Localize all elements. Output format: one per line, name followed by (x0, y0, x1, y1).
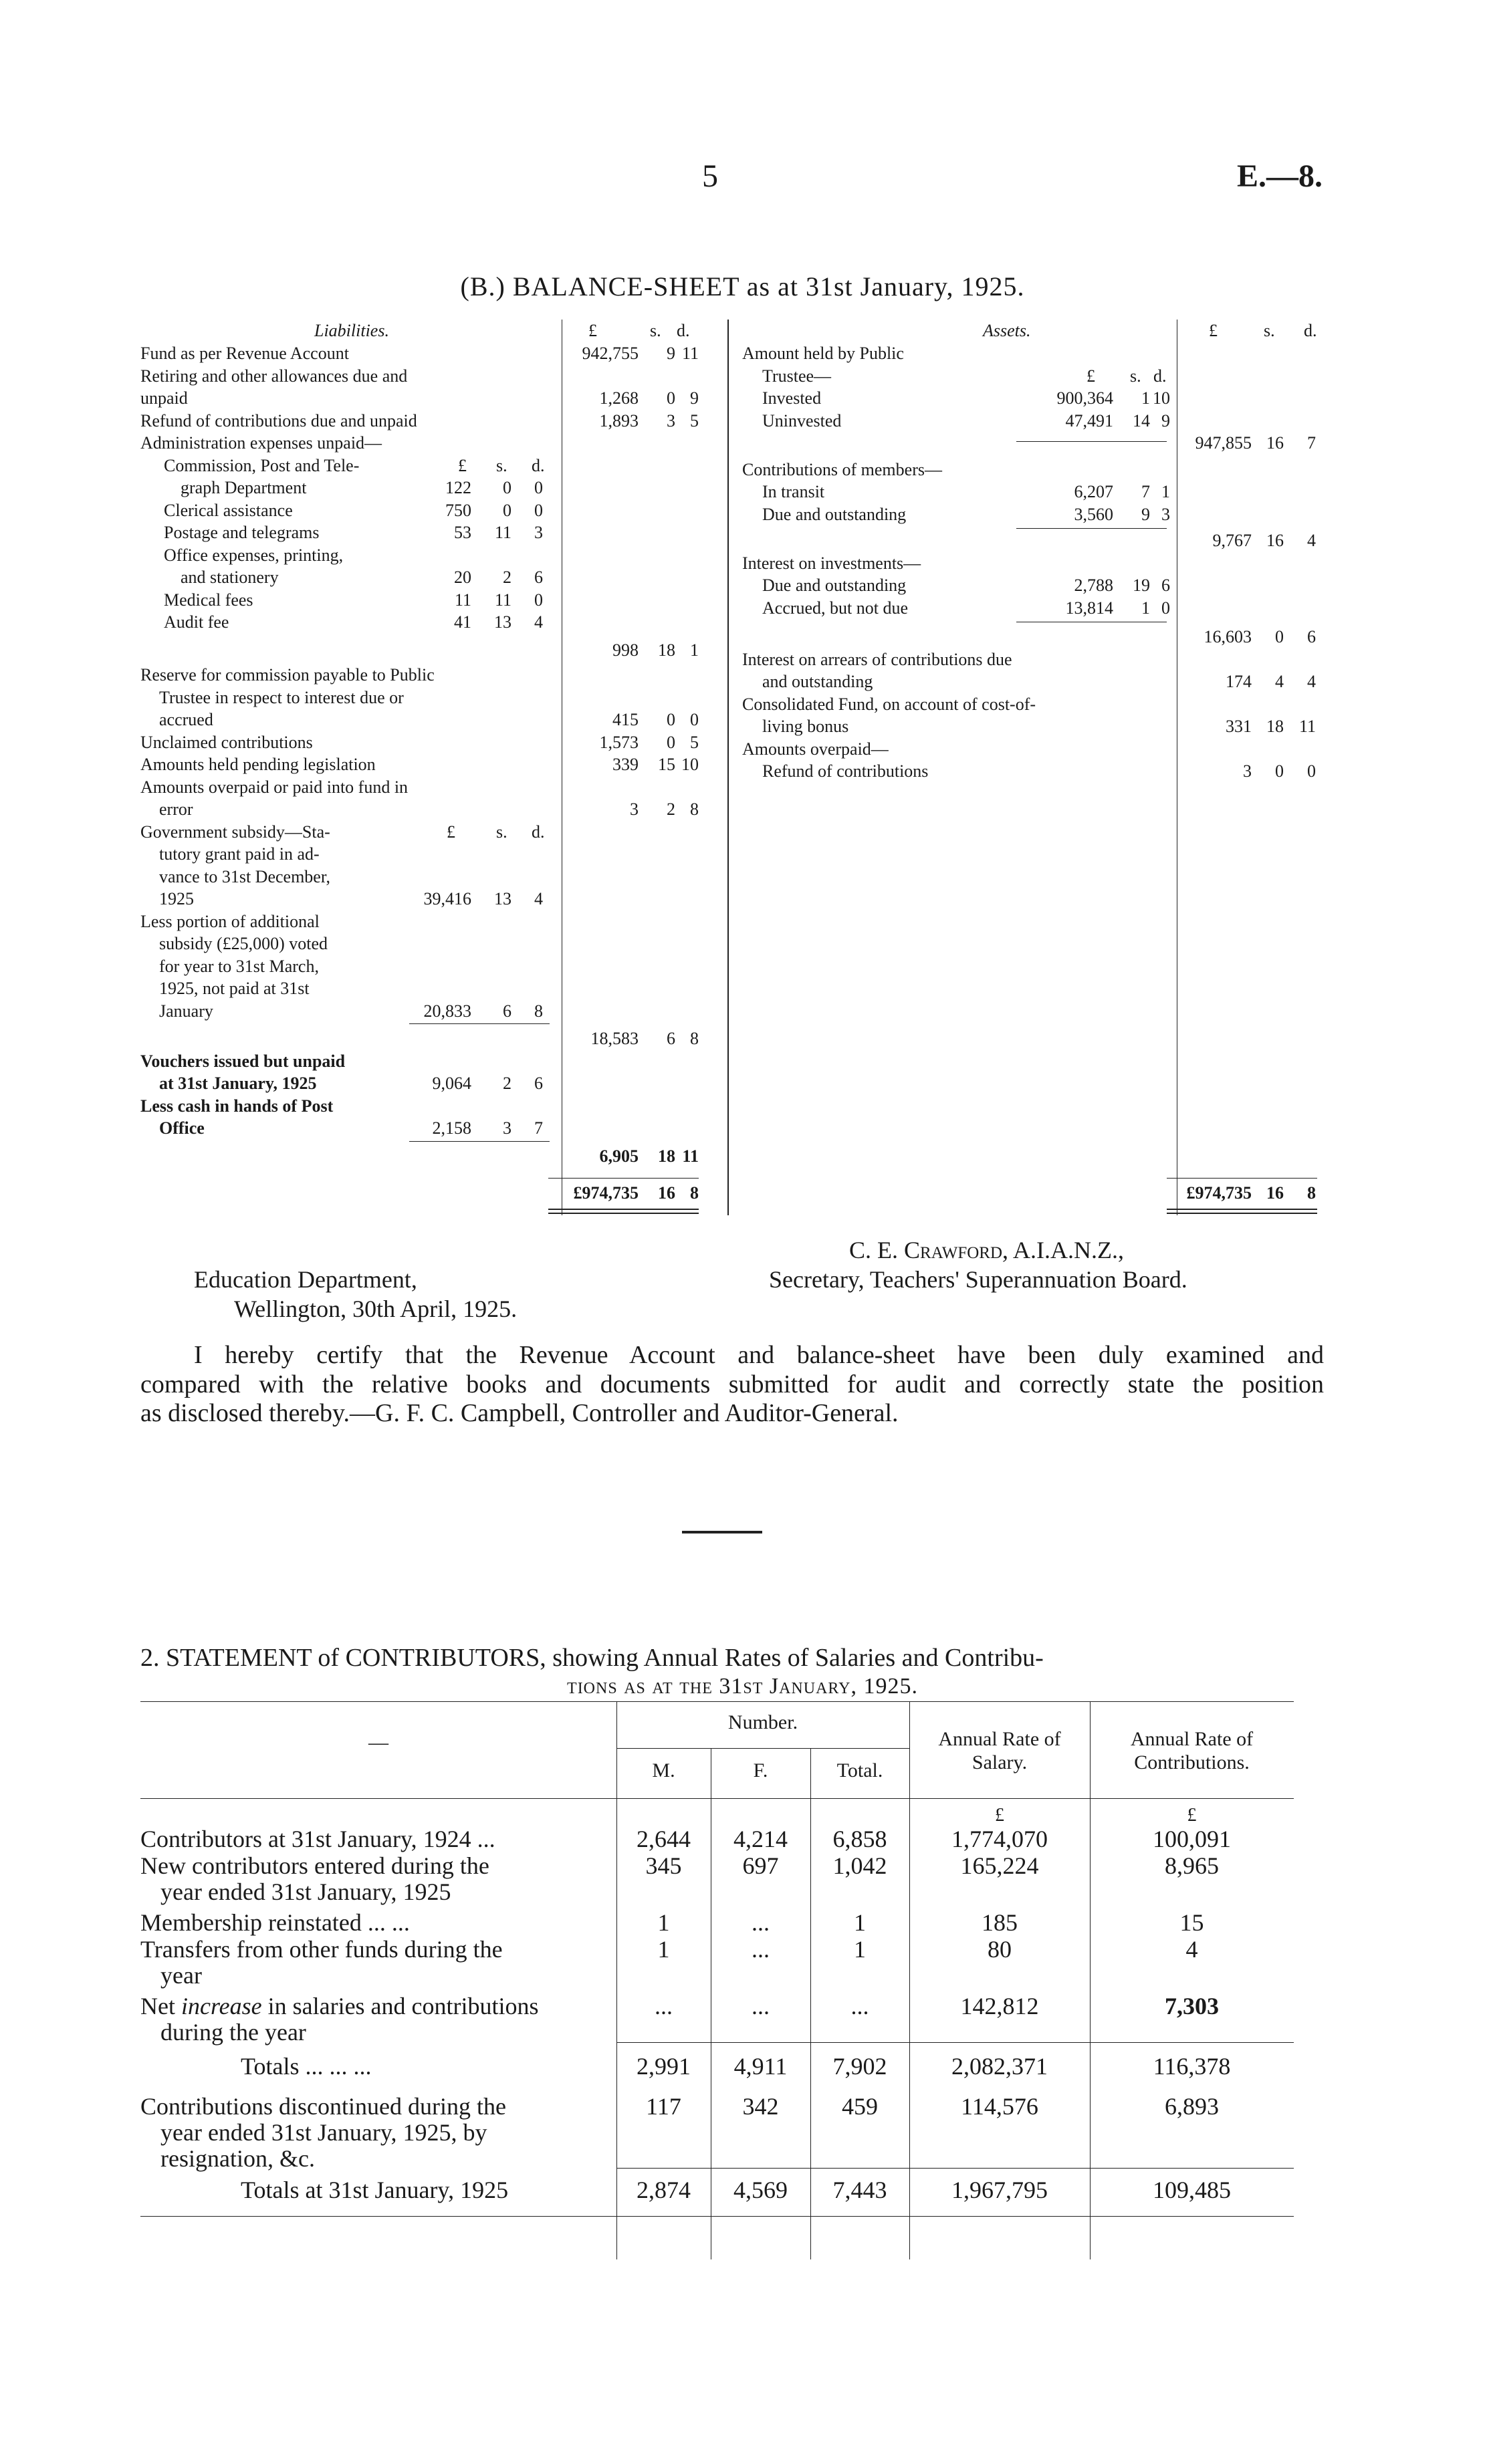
assets-label: Trustee— (762, 366, 832, 386)
admin-item-amount-pence: 4 (534, 612, 543, 632)
admin-item-amount-shillings: 11 (494, 590, 511, 610)
voucher-amount-pounds: 2,158 (432, 1118, 471, 1138)
totals-row-total: 7,902 (832, 2053, 887, 2080)
liability-label: Fund as per Revenue Account (140, 344, 349, 363)
table-row-total: ... (850, 1993, 869, 2019)
table-bottom-rule (140, 2216, 1294, 2217)
asset-item-amount-shillings: 19 (1133, 576, 1150, 595)
asset-item-amount-pounds: 6,207 (1074, 482, 1113, 501)
currency-symbol: £ (1187, 1805, 1197, 1826)
voucher-amount-pounds: 9,064 (432, 1074, 471, 1093)
pt-col-head: s. (1130, 366, 1141, 386)
signature-right-line2: Secretary, Teachers' Superannuation Board. (769, 1266, 1187, 1293)
asset-item-amount-pounds: 900,364 (1056, 388, 1113, 408)
table-row-salary: 165,224 (960, 1852, 1039, 1879)
assets-label: living bonus (762, 717, 849, 736)
table-row-label: Net increase in salaries and contributions (140, 1993, 539, 2019)
asset-item-amount-pence: 3 (1161, 504, 1170, 524)
interest-total-shillings: 0 (1275, 627, 1284, 646)
assets-label: Amount held by Public (742, 344, 904, 363)
assets-label: Amounts overpaid— (742, 739, 889, 759)
admin-item-label: Commission, Post and Tele- (164, 455, 360, 475)
asset-amount-shillings: 4 (1275, 672, 1284, 691)
pt-total-pounds: 947,855 (1195, 433, 1252, 453)
discontinued-row-total: 459 (842, 2093, 878, 2120)
assets-col-head: d. (1304, 321, 1317, 340)
pt-total-shillings: 16 (1266, 433, 1284, 453)
assets-label: Refund of contributions (762, 761, 929, 781)
discontinued-label-cont: year ended 31st January, 1925, by (160, 2119, 487, 2146)
assets-heading: Assets. (983, 321, 1031, 340)
subsidy-total-pounds: 18,583 (590, 1029, 639, 1048)
admin-col-head: £ (458, 455, 467, 475)
admin-item-amount-pence: 0 (534, 478, 543, 497)
assets-grand-total-pence: 8 (1307, 1183, 1316, 1203)
liability-amount-shillings: 15 (658, 755, 675, 774)
voucher-total-pence: 11 (682, 1146, 699, 1166)
table-row-label: Contributors at 31st January, 1924 ... (140, 1826, 495, 1852)
admin-total-pence: 1 (690, 640, 699, 660)
subsidy-label: Less portion of additional (140, 911, 320, 931)
header-f: F. (753, 1759, 768, 1781)
final-row-total: 7,443 (832, 2177, 887, 2203)
table-row-label: Transfers from other funds during the (140, 1936, 503, 1963)
table-row-contributions: 100,091 (1153, 1826, 1231, 1852)
pt-total-pence: 7 (1307, 433, 1316, 453)
subsidy-label: for year to 31st March, (159, 956, 319, 976)
admin-item-amount-pence: 6 (534, 568, 543, 587)
members-total-pence: 4 (1307, 531, 1316, 550)
assets-grand-total-shillings: 16 (1266, 1183, 1284, 1203)
liability-amount-shillings: 0 (667, 732, 675, 752)
admin-item-amount-pence: 3 (534, 523, 543, 542)
subsidy-label: Government subsidy—Sta- (140, 822, 330, 842)
liability-amount-shillings: 3 (667, 410, 675, 430)
asset-item-amount-shillings: 9 (1141, 504, 1150, 524)
discontinued-row-m: 117 (646, 2093, 681, 2120)
asset-amount-pounds: 174 (1226, 672, 1252, 691)
subsidy-amount-shillings: 13 (494, 889, 511, 908)
asset-item-amount-pounds: 2,788 (1074, 576, 1113, 595)
table-row-contributions: 4 (1185, 1936, 1198, 1963)
liability-amount-shillings: 9 (667, 344, 675, 363)
subsidy-col-head: £ (447, 822, 455, 842)
number-subheader-rule (616, 1748, 909, 1749)
subsidy-label: January (159, 1001, 213, 1021)
asset-amount-shillings: 0 (1275, 761, 1284, 781)
totals-row-m: 2,991 (637, 2053, 691, 2080)
subsidy-total-shillings: 6 (667, 1029, 675, 1048)
asset-item-amount-shillings: 7 (1141, 482, 1150, 501)
admin-item-label: Postage and telegrams (164, 523, 320, 542)
final-row-m: 2,874 (637, 2177, 691, 2203)
liability-amount-pounds: 1,573 (599, 732, 639, 752)
table-row-f: 4,214 (733, 1826, 788, 1852)
discontinued-label: Contributions discontinued during the (140, 2093, 506, 2120)
liability-amount-pence: 5 (690, 732, 699, 752)
subsidy-label: 1925, not paid at 31st (159, 979, 310, 998)
table-row-contributions: 15 (1179, 1909, 1204, 1936)
statement-title-line1: 2. STATEMENT of CONTRIBUTORS, showing Annual Rates of Salaries and Contribu- (140, 1644, 1044, 1672)
asset-item-label: Uninvested (762, 410, 842, 430)
table-row-label-cont: year ended 31st January, 1925 (160, 1878, 451, 1905)
table-row-m: 1 (657, 1909, 670, 1936)
subsidy-total-pence: 8 (690, 1029, 699, 1048)
asset-item-label: Due and outstanding (762, 504, 907, 524)
pt-col-head: d. (1153, 366, 1167, 386)
assets-grand-total-pounds: £974,735 (1186, 1183, 1252, 1203)
final-row-contributions: 109,485 (1153, 2177, 1231, 2203)
certificate-line2: compared with the relative books and documents submitted for audit and correctly state the position (140, 1370, 1324, 1398)
table-row-contributions: 8,965 (1165, 1852, 1219, 1879)
table-row-f: ... (752, 1936, 770, 1963)
liabilities-grand-total-pence: 8 (690, 1183, 699, 1203)
liability-label: Refund of contributions due and unpaid (140, 410, 417, 430)
admin-item-label: Audit fee (164, 612, 229, 632)
final-label: Totals at 31st January, 1925 (241, 2177, 509, 2203)
admin-item-amount-pounds: 750 (445, 500, 471, 520)
liability-amount-pounds: 415 (612, 710, 639, 729)
interest-total-pence: 6 (1307, 627, 1316, 646)
subsidy-col-head: s. (496, 822, 507, 842)
asset-item-amount-pence: 10 (1153, 388, 1170, 408)
liability-label: Reserve for commission payable to Public (140, 665, 435, 685)
asset-item-label: Due and outstanding (762, 576, 907, 595)
table-row-m: ... (655, 1993, 673, 2019)
voucher-total-shillings: 18 (658, 1146, 675, 1166)
table-row-total: 1,042 (832, 1852, 887, 1879)
admin-total-pounds: 998 (612, 640, 639, 660)
asset-item-amount-pounds: 13,814 (1065, 598, 1113, 618)
table-row-label-cont: year (160, 1962, 202, 1989)
discontinued-row-f: 342 (742, 2093, 779, 2120)
liability-amount-pounds: 942,755 (582, 344, 639, 363)
table-header-rule (140, 1798, 1294, 1799)
asset-item-amount-pence: 1 (1161, 482, 1170, 501)
totals-row-salary: 2,082,371 (951, 2053, 1048, 2080)
table-row-total: 1 (854, 1909, 866, 1936)
liability-amount-pence: 10 (681, 755, 699, 774)
liability-label: Administration expenses unpaid— (140, 433, 382, 453)
asset-item-amount-pence: 6 (1161, 576, 1170, 595)
table-row-f: ... (752, 1909, 770, 1936)
subsidy-amount-pence: 8 (534, 1001, 543, 1021)
currency-symbol: £ (995, 1805, 1004, 1826)
liability-amount-pence: 8 (690, 799, 699, 819)
totals-row-f: 4,911 (733, 2053, 788, 2080)
voucher-amount-shillings: 3 (503, 1118, 511, 1138)
totals-rule (616, 2042, 1294, 2043)
liability-amount-pence: 9 (690, 388, 699, 408)
final-row-f: 4,569 (733, 2177, 788, 2203)
voucher-amount-shillings: 2 (503, 1074, 511, 1093)
table-row-label: New contributors entered during the (140, 1852, 489, 1879)
liability-label: Amounts held pending legislation (140, 755, 376, 774)
statement-title-line2: tions as at the 31st January, 1925. (567, 1674, 918, 1699)
table-row-m: 345 (645, 1852, 682, 1879)
header-total: Total. (836, 1759, 883, 1781)
admin-item-amount-shillings: 13 (494, 612, 511, 632)
liability-amount-shillings: 0 (667, 388, 675, 408)
liability-label: error (159, 799, 193, 819)
header-salary: Salary. (972, 1751, 1028, 1773)
header-contributions: Annual Rate of (1130, 1728, 1254, 1750)
liability-label: Trustee in respect to interest due or (159, 687, 404, 707)
subsidy-label: 1925 (159, 889, 194, 908)
discontinued-row-contributions: 6,893 (1165, 2093, 1219, 2120)
table-row-f: 697 (742, 1852, 779, 1879)
liability-label: Unclaimed contributions (140, 732, 313, 752)
signature-left-line2: Wellington, 30th April, 1925. (234, 1296, 518, 1322)
asset-amount-pounds: 3 (1243, 761, 1252, 781)
admin-item-amount-pounds: 53 (454, 523, 471, 542)
subsidy-amount-shillings: 6 (503, 1001, 511, 1021)
liabilities-col-head: £ (588, 321, 597, 340)
table-row-salary: 1,774,070 (951, 1826, 1048, 1852)
asset-item-amount-pence: 9 (1161, 410, 1170, 430)
liability-amount-pounds: 339 (612, 755, 639, 774)
admin-item-amount-pence: 0 (534, 500, 543, 520)
header-salary: Annual Rate of (938, 1728, 1061, 1750)
admin-item-amount-pence: 0 (534, 590, 543, 610)
voucher-label: at 31st January, 1925 (159, 1074, 317, 1093)
assets-col-head: £ (1209, 321, 1218, 340)
signature-left-line1: Education Department, (194, 1266, 417, 1293)
asset-item-label: In transit (762, 482, 825, 501)
liability-amount-shillings: 0 (667, 710, 675, 729)
voucher-amount-pence: 6 (534, 1074, 543, 1093)
admin-item-label: and stationery (181, 568, 279, 587)
discontinued-row-salary: 114,576 (961, 2093, 1038, 2120)
subsidy-amount-pounds: 20,833 (423, 1001, 471, 1021)
asset-amount-pounds: 331 (1226, 717, 1252, 736)
liability-amount-pence: 5 (690, 410, 699, 430)
admin-item-amount-shillings: 2 (503, 568, 511, 587)
totals-row-contributions: 116,378 (1153, 2053, 1231, 2080)
asset-amount-pence: 0 (1307, 761, 1316, 781)
liability-amount-pounds: 1,893 (599, 410, 639, 430)
signature-right-line1: C. E. Crawford, A.I.A.N.Z., (849, 1237, 1125, 1263)
asset-item-amount-pence: 0 (1161, 598, 1170, 618)
header-dash: — (368, 1731, 388, 1753)
liabilities-heading: Liabilities. (314, 321, 389, 340)
subsidy-label: vance to 31st December, (159, 866, 330, 886)
liability-label: accrued (159, 710, 213, 729)
subsidy-label: subsidy (£25,000) voted (159, 934, 328, 953)
table-row-total: 1 (854, 1936, 866, 1963)
admin-item-amount-shillings: 11 (494, 523, 511, 542)
header-contributions: Contributions. (1134, 1751, 1250, 1773)
asset-amount-shillings: 18 (1266, 717, 1284, 736)
admin-item-amount-pounds: 41 (454, 612, 471, 632)
certificate-line1: I hereby certify that the Revenue Account and balance-sheet have been duly examined and (194, 1341, 1324, 1369)
final-rule (616, 2168, 1294, 2169)
certificate-line3: as disclosed thereby.—G. F. C. Campbell, Controller and Auditor-General. (140, 1399, 899, 1427)
admin-col-head: s. (496, 455, 507, 475)
table-row-contributions: 7,303 (1165, 1993, 1219, 2019)
asset-item-label: Accrued, but not due (762, 598, 909, 618)
table-row-salary: 185 (982, 1909, 1018, 1936)
assets-label: Contributions of members— (742, 459, 942, 479)
asset-item-amount-pounds: 3,560 (1074, 504, 1113, 524)
assets-label: and outstanding (762, 672, 873, 691)
liabilities-grand-total-shillings: 16 (658, 1183, 675, 1203)
balance-sheet-title: (B.) BALANCE-SHEET as at 31st January, 1925. (460, 271, 1025, 301)
admin-item-label: Clerical assistance (164, 500, 293, 520)
admin-item-label: graph Department (181, 478, 307, 497)
voucher-amount-pence: 7 (534, 1118, 543, 1138)
members-total-shillings: 16 (1266, 531, 1284, 550)
asset-item-amount-shillings: 14 (1133, 410, 1150, 430)
admin-item-label: Medical fees (164, 590, 253, 610)
admin-item-amount-shillings: 0 (503, 478, 511, 497)
admin-item-amount-pounds: 20 (454, 568, 471, 587)
liability-amount-pence: 11 (681, 344, 699, 363)
liabilities-col-head: s. (650, 321, 661, 340)
voucher-total-pounds: 6,905 (599, 1146, 639, 1166)
assets-label: Interest on investments— (742, 553, 921, 573)
assets-label: Interest on arrears of contributions due (742, 649, 1012, 669)
subsidy-col-head: d. (532, 822, 545, 842)
liability-amount-pounds: 3 (630, 799, 639, 819)
asset-amount-pence: 11 (1298, 717, 1316, 736)
assets-label: Consolidated Fund, on account of cost-of- (742, 694, 1036, 714)
admin-item-amount-pounds: 122 (445, 478, 471, 497)
admin-total-shillings: 18 (658, 640, 675, 660)
final-row-salary: 1,967,795 (951, 2177, 1048, 2203)
table-row-label: Membership reinstated ... ... (140, 1909, 410, 1936)
admin-item-amount-pounds: 11 (454, 590, 471, 610)
interest-total-pounds: 16,603 (1204, 627, 1252, 646)
voucher-label: Less cash in hands of Post (140, 1096, 334, 1116)
liability-amount-pounds: 1,268 (599, 388, 639, 408)
voucher-label: Vouchers issued but unpaid (140, 1051, 346, 1071)
asset-item-amount-pounds: 47,491 (1065, 410, 1113, 430)
admin-item-label: Office expenses, printing, (164, 545, 344, 565)
admin-item-amount-shillings: 0 (503, 500, 511, 520)
table-top-rule (140, 1701, 1294, 1702)
pt-col-head: £ (1087, 366, 1095, 386)
asset-item-amount-shillings: 1 (1141, 388, 1150, 408)
header-number: Number. (727, 1711, 798, 1733)
table-row-m: 2,644 (637, 1826, 691, 1852)
asset-item-amount-shillings: 1 (1141, 598, 1150, 618)
liability-amount-shillings: 2 (667, 799, 675, 819)
discontinued-label-cont: resignation, &c. (160, 2145, 315, 2172)
liability-label: unpaid (140, 388, 188, 408)
table-row-total: 6,858 (832, 1826, 887, 1852)
subsidy-amount-pence: 4 (534, 889, 543, 908)
table-row-salary: 142,812 (960, 1993, 1039, 2019)
asset-item-label: Invested (762, 388, 822, 408)
table-row-f: ... (752, 1993, 770, 2019)
header-m: M. (652, 1759, 675, 1781)
voucher-label: Office (159, 1118, 205, 1138)
subsidy-label: tutory grant paid in ad- (159, 844, 320, 864)
asset-amount-pence: 4 (1307, 672, 1316, 691)
page-number: 5 (702, 158, 718, 194)
members-total-pounds: 9,767 (1212, 531, 1252, 550)
table-row-m: 1 (657, 1936, 670, 1963)
assets-col-head: s. (1264, 321, 1275, 340)
table-row-label-cont: during the year (160, 2019, 306, 2046)
totals-label: Totals ... ... ... (241, 2053, 372, 2080)
table-row-salary: 80 (988, 1936, 1012, 1963)
liability-amount-pence: 0 (690, 710, 699, 729)
liability-label: Retiring and other allowances due and (140, 366, 408, 386)
liability-label: Amounts overpaid or paid into fund in (140, 777, 409, 797)
liabilities-col-head: d. (677, 321, 690, 340)
subsidy-amount-pounds: 39,416 (423, 889, 471, 908)
admin-col-head: d. (532, 455, 545, 475)
liabilities-grand-total-pounds: £974,735 (573, 1183, 639, 1203)
document-reference: E.—8. (1237, 158, 1323, 194)
